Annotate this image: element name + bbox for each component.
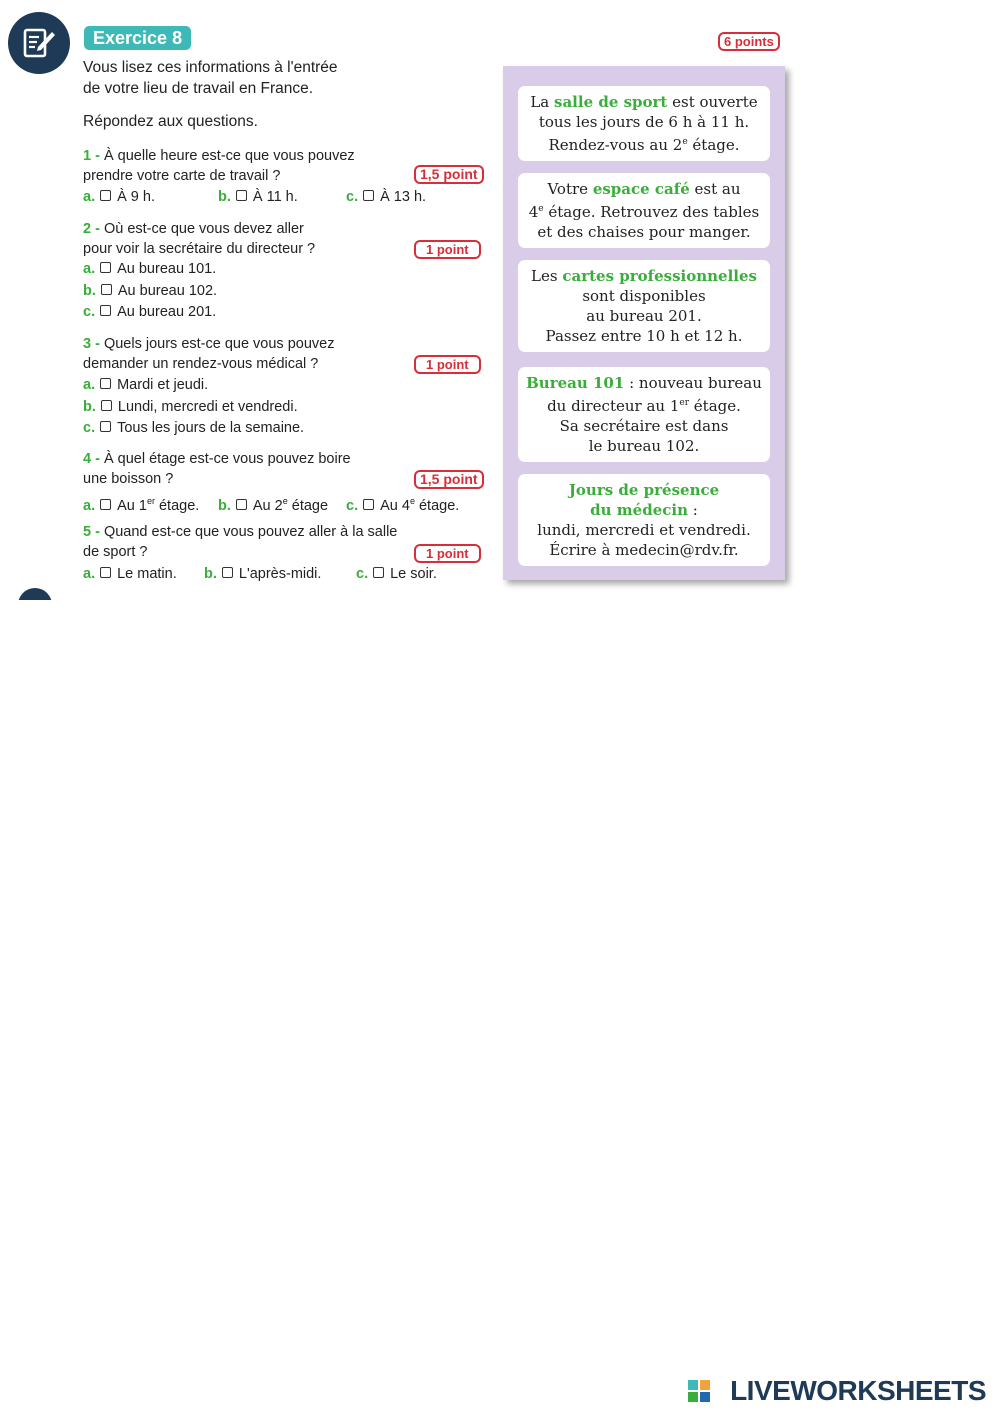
card-text: : nouveau bureau <box>624 374 762 392</box>
question-text-line: À quelle heure est-ce que vous pouvez <box>103 148 355 164</box>
option-text: étage. <box>154 497 200 514</box>
option-5b[interactable] <box>204 564 321 584</box>
question-4 <box>83 449 351 489</box>
points-badge: 1 point <box>414 355 481 374</box>
checkbox[interactable] <box>100 378 111 389</box>
points-badge: 1 point <box>414 544 481 563</box>
question-number: 4 - <box>83 451 100 467</box>
option-3c[interactable] <box>83 418 304 438</box>
checkbox[interactable] <box>100 567 111 578</box>
question-number: 3 - <box>83 336 100 352</box>
points-badge: 1,5 point <box>414 165 484 184</box>
checkbox[interactable] <box>101 400 112 411</box>
card-highlight: espace café <box>592 180 690 198</box>
checkbox[interactable] <box>236 190 247 201</box>
option-text: Lundi, mercredi et vendredi. <box>117 399 298 415</box>
option-letter: a. <box>83 189 96 205</box>
option-text: À 11 h. <box>252 189 298 205</box>
question-text-line: Où est-ce que vous devez aller <box>103 221 304 237</box>
checkbox[interactable] <box>100 190 111 201</box>
card-text: Écrire à medecin@rdv.fr. <box>549 541 739 559</box>
card-text: Les <box>531 267 563 285</box>
card-text: La <box>530 93 555 111</box>
option-5a[interactable] <box>83 564 177 584</box>
option-3a[interactable] <box>83 375 208 395</box>
option-text: Le matin. <box>117 566 177 582</box>
intro-line-1: Vous lisez ces informations à l'entrée <box>83 59 338 76</box>
option-text: À 9 h. <box>117 189 155 205</box>
option-text: Au 1 <box>117 497 147 514</box>
option-2b[interactable] <box>83 281 217 301</box>
card-text: Votre <box>547 180 593 198</box>
option-3b[interactable] <box>83 397 298 417</box>
card-sport <box>518 86 770 161</box>
info-panel <box>503 66 785 580</box>
question-number: 5 - <box>83 524 100 540</box>
question-text-line: de sport ? <box>83 544 148 560</box>
card-text: tous les jours de 6 h à 11 h. <box>538 113 750 131</box>
checkbox[interactable] <box>100 421 111 432</box>
card-text: étage. <box>689 397 741 415</box>
question-number: 2 - <box>83 221 100 237</box>
option-1b[interactable] <box>218 187 298 207</box>
card-text: Rendez-vous au 2 <box>548 136 683 154</box>
card-highlight: cartes professionnelles <box>562 267 757 285</box>
next-exercise-icon <box>18 588 52 622</box>
card-text: étage. Retrouvez des tables <box>543 203 760 221</box>
option-text: Au 2 <box>252 497 283 514</box>
card-text: est au <box>689 180 741 198</box>
question-text-line: pour voir la secrétaire du directeur ? <box>83 241 316 257</box>
option-5c[interactable] <box>356 564 437 584</box>
option-4b[interactable] <box>218 491 328 516</box>
option-text: L'après-midi. <box>238 566 322 582</box>
checkbox[interactable] <box>373 567 384 578</box>
card-highlight: du médecin <box>590 501 688 519</box>
card-cafe <box>518 173 770 248</box>
option-2a[interactable] <box>83 259 216 279</box>
card-text: Sa secrétaire est dans <box>559 417 729 435</box>
card-cartes <box>518 260 770 352</box>
option-text: Tous les jours de la semaine. <box>117 420 305 436</box>
option-text: Au 4 <box>380 497 410 514</box>
points-badge: 1 point <box>414 240 481 259</box>
option-letter: c. <box>346 189 359 205</box>
option-2c[interactable] <box>83 302 216 322</box>
card-text: 4 <box>528 203 539 221</box>
question-text-line: prendre votre carte de travail ? <box>83 168 281 184</box>
option-text: Mardi et jeudi. <box>117 377 209 393</box>
question-1 <box>83 146 355 186</box>
checkbox[interactable] <box>222 567 233 578</box>
total-points-badge: 6 points <box>718 32 780 51</box>
option-4c[interactable] <box>346 491 459 516</box>
checkbox[interactable] <box>236 499 247 510</box>
option-1a[interactable] <box>83 187 155 207</box>
superscript: er <box>146 496 155 506</box>
card-highlight: Bureau 101 <box>526 374 625 392</box>
card-text: est ouverte <box>667 93 758 111</box>
question-5 <box>83 522 397 562</box>
option-letter: a. <box>83 497 96 514</box>
card-text: lundi, mercredi et vendredi. <box>537 521 751 539</box>
option-text: Au bureau 201. <box>117 304 217 320</box>
liveworksheets-logo-icon <box>688 1380 710 1402</box>
card-text: et des chaises pour manger. <box>537 223 751 241</box>
superscript: e <box>682 137 688 147</box>
card-text: du directeur au 1 <box>547 397 680 415</box>
writing-pencil-icon <box>8 12 70 74</box>
card-highlight: salle de sport <box>554 93 668 111</box>
superscript: e <box>409 496 415 506</box>
question-3 <box>83 334 334 374</box>
superscript: e <box>538 204 544 214</box>
card-text: étage. <box>687 136 740 154</box>
card-text: Passez entre 10 h et 12 h. <box>545 327 743 345</box>
question-text-line: À quel étage est-ce vous pouvez boire <box>103 451 351 467</box>
question-number: 1 - <box>83 148 100 164</box>
intro-line-2: de votre lieu de travail en France. <box>83 80 314 97</box>
intro-text <box>83 57 338 99</box>
option-letter: a. <box>83 566 96 582</box>
option-letter: c. <box>346 497 359 514</box>
checkbox[interactable] <box>100 262 111 273</box>
option-text: À 13 h. <box>380 189 427 205</box>
option-letter: b. <box>83 399 96 415</box>
option-letter: c. <box>356 566 369 582</box>
option-text: Au bureau 102. <box>117 283 218 299</box>
question-text-line: Quels jours est-ce que vous pouvez <box>103 336 335 352</box>
option-4a[interactable] <box>83 491 199 516</box>
option-text: Au bureau 101. <box>117 261 217 277</box>
option-letter: b. <box>83 283 96 299</box>
option-letter: b. <box>204 566 217 582</box>
question-text-line: Quand est-ce que vous pouvez aller à la salle <box>103 524 398 540</box>
card-bureau <box>518 367 770 462</box>
superscript: er <box>679 398 690 408</box>
question-text-line: une boisson ? <box>83 471 174 487</box>
instruction-text: Répondez aux questions. <box>83 113 258 130</box>
exercise-title: Exercice 8 <box>84 26 191 50</box>
card-highlight: Jours de présence <box>568 481 720 499</box>
checkbox[interactable] <box>363 190 374 201</box>
card-text: le bureau 102. <box>588 437 700 455</box>
option-letter: b. <box>218 497 231 514</box>
question-text-line: demander un rendez-vous médical ? <box>83 356 319 372</box>
liveworksheets-brand[interactable]: LIVEWORKSHEETS <box>730 1375 986 1406</box>
card-text: : <box>687 501 698 519</box>
option-letter: a. <box>83 261 96 277</box>
checkbox[interactable] <box>100 499 111 510</box>
points-badge: 1,5 point <box>414 470 484 489</box>
option-letter: c. <box>83 304 96 320</box>
question-2 <box>83 219 315 259</box>
checkbox[interactable] <box>100 305 111 316</box>
card-text: sont disponibles <box>582 287 706 305</box>
option-text: étage <box>287 497 329 514</box>
checkbox[interactable] <box>101 284 112 295</box>
option-text: étage. <box>414 497 460 514</box>
option-1c[interactable] <box>346 187 426 207</box>
checkbox[interactable] <box>363 499 374 510</box>
card-medecin <box>518 474 770 566</box>
option-text: Le soir. <box>390 566 437 582</box>
option-letter: a. <box>83 377 96 393</box>
card-text: au bureau 201. <box>586 307 702 325</box>
option-letter: c. <box>83 420 96 436</box>
superscript: e <box>282 496 288 506</box>
option-letter: b. <box>218 189 231 205</box>
